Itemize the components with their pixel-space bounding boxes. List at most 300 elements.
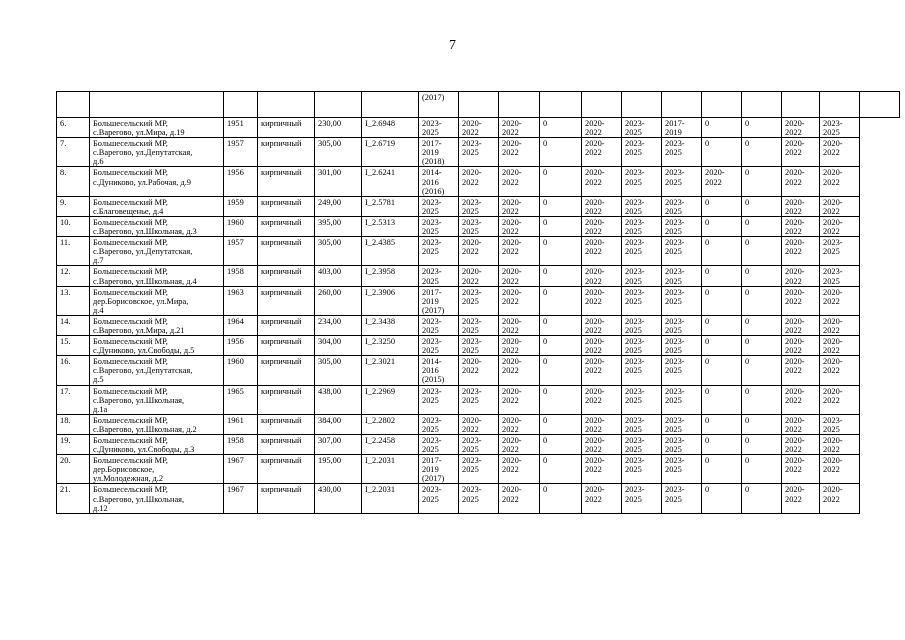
cell-line: 0 <box>543 485 548 495</box>
work-period <box>540 484 582 513</box>
building-area: 260,00 <box>315 286 362 315</box>
building-address <box>90 414 224 434</box>
wall-material: кирпичный <box>258 315 315 335</box>
work-period <box>459 385 499 414</box>
cell-line: 2023- <box>665 267 685 277</box>
cell-line: 2020- <box>823 337 843 347</box>
building-address <box>90 266 224 286</box>
work-period <box>459 196 499 216</box>
building-address <box>90 336 224 356</box>
work-period <box>662 118 702 138</box>
cell-line: 2022 <box>785 424 802 434</box>
cell-line: 2022 <box>585 494 602 504</box>
wall-material: кирпичный <box>258 286 315 315</box>
work-period <box>582 196 622 216</box>
cell-line: 2019 <box>665 128 682 138</box>
continuation-cell <box>582 92 622 118</box>
work-period <box>459 266 499 286</box>
cell-line: 2023- <box>823 238 843 248</box>
cell-line: 2023- <box>625 217 645 227</box>
cell-line: 2025 <box>462 227 479 237</box>
cell-line: 2025 <box>625 206 642 216</box>
cell-line: 2020- <box>823 287 843 297</box>
work-period <box>820 484 860 513</box>
table-row <box>57 414 900 434</box>
building-code: I_2.3958 <box>362 266 419 286</box>
work-period <box>459 414 499 434</box>
cell-line: с.Дуниково, ул.Свободы, д.5 <box>93 346 195 356</box>
cell-line: 2022 <box>502 128 519 138</box>
cell-line: 2022 <box>785 325 802 335</box>
work-period <box>582 414 622 434</box>
cell-line: 0 <box>745 485 750 495</box>
cell-line: 2022 <box>705 177 722 187</box>
building-address <box>90 286 224 315</box>
cell-line: 2025 <box>422 206 439 216</box>
continuation-cell <box>224 92 258 118</box>
cell-line: 0 <box>543 337 548 347</box>
work-period <box>782 414 820 434</box>
cell-line: 0 <box>705 287 710 297</box>
cell-line: 2022 <box>502 395 519 405</box>
row-number: 7. <box>57 138 90 167</box>
cell-line: 2022 <box>585 395 602 405</box>
work-period <box>499 414 540 434</box>
building-code: I_2.2969 <box>362 385 419 414</box>
building-address <box>90 118 224 138</box>
cell-line: Большесельский МР, <box>93 267 168 277</box>
cell-line: д.12 <box>93 503 108 513</box>
work-period <box>782 216 820 236</box>
building-code: I_2.5781 <box>362 196 419 216</box>
work-period <box>622 414 662 434</box>
construction-year: 1958 <box>224 266 258 286</box>
building-address <box>90 196 224 216</box>
building-code: I_2.4385 <box>362 237 419 266</box>
cell-line: 2023- <box>422 316 442 326</box>
cell-line: с.Варегово, ул.Мира, д.19 <box>93 128 185 138</box>
work-period <box>742 356 782 385</box>
construction-year: 1963 <box>224 286 258 315</box>
cell-line: 2023- <box>625 139 645 149</box>
cell-line: 2020- <box>785 238 805 248</box>
cell-line: 2020- <box>785 415 805 425</box>
work-period <box>622 237 662 266</box>
cell-line: 2023- <box>665 287 685 297</box>
cell-line: 2025 <box>665 424 682 434</box>
cell-line: 2022 <box>785 247 802 257</box>
cell-line: 2022 <box>823 395 840 405</box>
cell-line: 2023- <box>625 316 645 326</box>
work-period <box>742 435 782 455</box>
cell-line: 0 <box>745 139 750 149</box>
cell-line: 2025 <box>422 325 439 335</box>
cell-line: 2025 <box>422 247 439 257</box>
table-row <box>57 237 900 266</box>
cell-line: 2025 <box>665 445 682 455</box>
building-code: I_2.2031 <box>362 484 419 513</box>
work-period <box>540 435 582 455</box>
work-period <box>782 336 820 356</box>
building-area: 395,00 <box>315 216 362 236</box>
cell-line: с.Варегово, ул.Школьная, д.4 <box>93 276 197 286</box>
work-period <box>622 167 662 196</box>
work-period <box>662 385 702 414</box>
work-period <box>419 385 459 414</box>
cell-line: 2023- <box>625 238 645 248</box>
cell-line: 2022 <box>502 206 519 216</box>
cell-line: 2023- <box>462 197 482 207</box>
construction-year: 1960 <box>224 356 258 385</box>
building-area: 301,00 <box>315 167 362 196</box>
cell-line: 2022 <box>823 494 840 504</box>
cell-line: 2022 <box>823 346 840 356</box>
cell-line: 2022 <box>502 276 519 286</box>
cell-line: 2020- <box>585 456 605 466</box>
cell-line: 2020- <box>585 287 605 297</box>
table-row <box>57 336 900 356</box>
cell-line: 2019 <box>422 465 439 475</box>
work-period <box>459 435 499 455</box>
row-number: 13. <box>57 286 90 315</box>
work-period <box>419 286 459 315</box>
cell-line: 0 <box>745 436 750 445</box>
work-period <box>419 118 459 138</box>
work-period <box>540 237 582 266</box>
work-period <box>540 414 582 434</box>
cell-line: (2018) <box>422 157 445 167</box>
cell-line: 2025 <box>823 424 840 434</box>
cell-line: 2023- <box>665 197 685 207</box>
cell-line: 0 <box>745 267 750 277</box>
work-period <box>499 237 540 266</box>
cell-line: 2022 <box>585 206 602 216</box>
cell-line: 2020- <box>502 415 522 425</box>
work-period <box>742 336 782 356</box>
work-period <box>820 385 860 414</box>
cell-line: 2020- <box>705 168 725 178</box>
work-period <box>419 138 459 167</box>
construction-year: 1967 <box>224 484 258 513</box>
work-period <box>662 266 702 286</box>
table-row <box>57 385 900 414</box>
cell-line: (2015) <box>422 375 445 385</box>
cell-line: 2022 <box>585 148 602 158</box>
continuation-cell <box>702 92 742 118</box>
cell-line: д.6 <box>93 157 104 167</box>
cell-line: 2020- <box>462 238 482 248</box>
cell-line: Большесельский МР, <box>93 357 168 367</box>
work-period <box>582 118 622 138</box>
building-code: I_2.6241 <box>362 167 419 196</box>
work-period <box>582 435 622 455</box>
cell-line: 2020- <box>585 386 605 396</box>
cell-line: 2020- <box>785 139 805 149</box>
cell-line: 2019 <box>422 148 439 158</box>
cell-line: 0 <box>705 316 710 326</box>
work-period <box>499 138 540 167</box>
cell-line: 2020- <box>585 436 605 445</box>
cell-line: 2020- <box>502 217 522 227</box>
cell-line: 0 <box>705 436 710 445</box>
work-period <box>782 286 820 315</box>
cell-line: 2025 <box>625 346 642 356</box>
work-period <box>582 455 622 484</box>
building-address <box>90 138 224 167</box>
table-row <box>57 216 900 236</box>
cell-line: 2020- <box>585 197 605 207</box>
work-period <box>582 336 622 356</box>
cell-line: 2020- <box>785 357 805 367</box>
work-period <box>702 385 742 414</box>
work-period <box>540 356 582 385</box>
cell-line: 2020- <box>823 139 843 149</box>
cell-line: 2022 <box>823 366 840 376</box>
cell-line: 2022 <box>785 177 802 187</box>
cell-line: 2020- <box>785 217 805 227</box>
cell-line: с.Варегово, ул.Школьная, д.3 <box>93 227 197 237</box>
row-number: 19. <box>57 435 90 455</box>
work-period <box>782 138 820 167</box>
cell-line: 0 <box>745 119 750 128</box>
cell-line: Большесельский МР, <box>93 197 168 207</box>
cell-line: 2020- <box>823 168 843 178</box>
work-period <box>622 266 662 286</box>
cell-line: 2020- <box>502 386 522 396</box>
cell-line: 2022 <box>502 296 519 306</box>
work-period <box>582 484 622 513</box>
cell-line: Большесельский МР, <box>93 217 168 227</box>
cell-line: 0 <box>745 357 750 367</box>
cell-line: 0 <box>543 267 548 277</box>
building-address <box>90 237 224 266</box>
work-period <box>820 414 860 434</box>
cell-line: 2020- <box>502 197 522 207</box>
cell-line: 2017- <box>422 139 442 149</box>
row-number: 6. <box>57 118 90 138</box>
work-period <box>820 356 860 385</box>
cell-line: 2025 <box>823 247 840 257</box>
cell-line: 2023- <box>462 217 482 227</box>
building-code: I_2.5313 <box>362 216 419 236</box>
wall-material: кирпичный <box>258 484 315 513</box>
cell-line: 2022 <box>502 366 519 376</box>
cell-line: 2022 <box>502 227 519 237</box>
cell-line: 2023- <box>462 139 482 149</box>
cell-line: 2023- <box>823 119 843 128</box>
cell-line: 2025 <box>665 247 682 257</box>
building-address <box>90 315 224 335</box>
cell-line: 2022 <box>785 148 802 158</box>
cell-line: 2022 <box>785 494 802 504</box>
continuation-cell <box>782 92 820 118</box>
cell-line: 2023- <box>665 139 685 149</box>
building-area: 195,00 <box>315 455 362 484</box>
cell-line: 2025 <box>422 346 439 356</box>
table-row <box>57 315 900 335</box>
cell-line: 2023- <box>823 415 843 425</box>
cell-line: 2023- <box>422 485 442 495</box>
cell-line: с.Дуниково, ул.Свободы, д.3 <box>93 445 195 455</box>
work-period <box>820 315 860 335</box>
work-period <box>662 315 702 335</box>
cell-line: 2022 <box>785 395 802 405</box>
building-address <box>90 484 224 513</box>
cell-line: 2025 <box>462 395 479 405</box>
work-period <box>622 484 662 513</box>
building-area: 384,00 <box>315 414 362 434</box>
cell-line: 2022 <box>785 366 802 376</box>
work-period <box>662 138 702 167</box>
cell-line: Большесельский МР, <box>93 415 168 425</box>
cell-line: 2020- <box>502 168 522 178</box>
cell-line: 2020- <box>585 337 605 347</box>
cell-line: Большесельский МР, <box>93 316 168 326</box>
building-address <box>90 435 224 455</box>
cell-line: с.Варегово, ул.Мира, д.21 <box>93 325 185 335</box>
table-row <box>57 286 900 315</box>
cell-line: 2023- <box>462 456 482 466</box>
cell-line: 2023- <box>625 287 645 297</box>
work-period <box>702 196 742 216</box>
work-period <box>820 435 860 455</box>
cell-line: 2020- <box>823 386 843 396</box>
cell-line: 2020- <box>785 436 805 445</box>
work-period <box>662 414 702 434</box>
work-period <box>782 118 820 138</box>
cell-line: 2023- <box>625 168 645 178</box>
cell-line: (2016) <box>422 186 445 196</box>
cell-line: 2022 <box>502 465 519 475</box>
row-number: 15. <box>57 336 90 356</box>
cell-line: 0 <box>705 119 710 128</box>
table-row <box>57 455 900 484</box>
building-area: 305,00 <box>315 356 362 385</box>
cell-line: 0 <box>543 316 548 326</box>
cell-line: 2023- <box>665 316 685 326</box>
wall-material: кирпичный <box>258 455 315 484</box>
cell-line: 2020- <box>585 238 605 248</box>
work-period <box>582 385 622 414</box>
cell-line: д.4 <box>93 305 104 315</box>
cell-line: 2022 <box>823 206 840 216</box>
work-period <box>499 315 540 335</box>
cell-line: с.Варегово, ул.Депутатская, <box>93 366 193 376</box>
cell-line: 2022 <box>462 177 479 187</box>
work-period <box>702 266 742 286</box>
cell-line: с.Варегово, ул.Школьная, д.2 <box>93 424 197 434</box>
cell-line: 2022 <box>585 346 602 356</box>
cell-line: 2025 <box>665 465 682 475</box>
cell-line: 2020- <box>823 197 843 207</box>
cell-line: 2023- <box>422 337 442 347</box>
cell-line: 2023- <box>625 415 645 425</box>
work-period <box>662 196 702 216</box>
cell-line: 2025 <box>422 494 439 504</box>
cell-line: 2022 <box>462 276 479 286</box>
cell-line: 2025 <box>823 276 840 286</box>
cell-line: 0 <box>543 386 548 396</box>
continuation-cell <box>622 92 662 118</box>
cell-line: 2020- <box>585 139 605 149</box>
cell-line: 2023- <box>665 238 685 248</box>
work-period <box>419 237 459 266</box>
cell-line: 2025 <box>823 128 840 138</box>
cell-line: 2023- <box>422 436 442 445</box>
work-period <box>582 315 622 335</box>
cell-line: 0 <box>705 456 710 466</box>
cell-line: 0 <box>543 357 548 367</box>
work-period <box>459 356 499 385</box>
cell-line: 2022 <box>823 148 840 158</box>
cell-line: 2016 <box>422 366 439 376</box>
work-period <box>742 455 782 484</box>
work-period <box>702 237 742 266</box>
work-period <box>419 336 459 356</box>
cell-line: 2025 <box>665 325 682 335</box>
cell-line: 2022 <box>823 445 840 455</box>
cell-line: 0 <box>543 139 548 149</box>
cell-line: 2022 <box>785 128 802 138</box>
cell-line: 2020- <box>585 357 605 367</box>
work-period <box>702 414 742 434</box>
cell-line: Большесельский МР, <box>93 337 168 347</box>
work-period <box>742 196 782 216</box>
construction-year: 1965 <box>224 385 258 414</box>
building-area: 305,00 <box>315 138 362 167</box>
cell-line: 2022 <box>785 465 802 475</box>
work-period <box>499 286 540 315</box>
cell-line: 2025 <box>625 445 642 455</box>
work-period <box>742 216 782 236</box>
work-period <box>459 455 499 484</box>
work-period <box>622 216 662 236</box>
work-period <box>622 196 662 216</box>
work-period <box>419 484 459 513</box>
cell-line: 2023- <box>625 485 645 495</box>
cell-line: 2025 <box>462 296 479 306</box>
building-area: 234,00 <box>315 315 362 335</box>
cell-line: 0 <box>745 415 750 425</box>
cell-line: 2022 <box>785 276 802 286</box>
continuation-cell <box>820 92 860 118</box>
cell-line: 2022 <box>585 227 602 237</box>
cell-line: 2023- <box>625 456 645 466</box>
work-period <box>702 167 742 196</box>
work-period <box>582 286 622 315</box>
building-address <box>90 455 224 484</box>
work-period <box>540 167 582 196</box>
cell-line: 2023- <box>422 415 442 425</box>
cell-line: 2020- <box>502 119 522 128</box>
cell-line: 0 <box>543 238 548 248</box>
cell-line: 2025 <box>422 424 439 434</box>
work-period <box>419 414 459 434</box>
cell-line: 2023- <box>823 267 843 277</box>
cell-line: Большесельский МР, <box>93 119 168 128</box>
work-period <box>820 286 860 315</box>
cell-line: 2022 <box>823 465 840 475</box>
work-period <box>499 196 540 216</box>
work-period <box>662 336 702 356</box>
building-address <box>90 356 224 385</box>
work-period <box>582 216 622 236</box>
building-code: I_2.2031 <box>362 455 419 484</box>
cell-line: 2022 <box>785 206 802 216</box>
cell-line: 2017- <box>422 287 442 297</box>
cell-line: 2020- <box>462 415 482 425</box>
work-period <box>742 315 782 335</box>
